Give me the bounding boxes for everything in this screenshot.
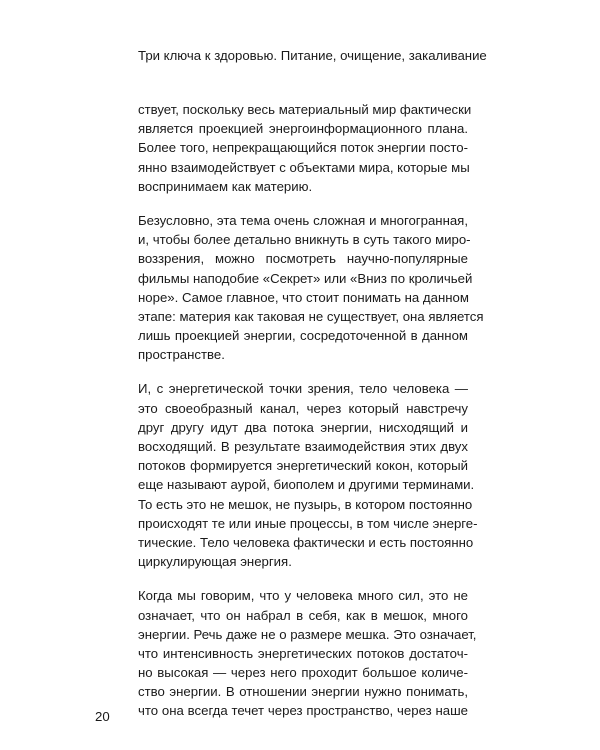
text-line: восходящий. В результате взаимодействия этих двух (138, 439, 468, 454)
text-line: и, чтобы более детально вникнуть в суть такого миро- (138, 232, 471, 248)
text-line: этапе: материя как таковая не существует, она является (138, 308, 484, 324)
text-line: воспринимаем как материю. (138, 178, 313, 194)
paragraph-2 (138, 211, 484, 365)
text-line: фильмы наподобие «Секрет» или «Вниз по кроличьей (138, 270, 473, 286)
text-line: Более того, непрекращающийся поток энергии посто- (138, 140, 468, 156)
text-line: ство энергии. В отношении энергии нужно понимать, (138, 684, 468, 700)
text-line: еще называют аурой, биополем и другими терминами. (138, 477, 475, 493)
text-line: Когда мы говорим, что у человека много сил, это не (138, 588, 468, 604)
page-number: 20 (95, 709, 110, 724)
text-line: что она всегда течет через пространство, через наше (138, 703, 468, 719)
text-line: что интенсивность энергетических потоков достаточ- (138, 645, 468, 661)
text-line: янно взаимодействует с объектами мира, которые мы (138, 159, 470, 175)
text-line: И, с энергетической точки зрения, тело человека — (138, 381, 468, 397)
paragraph-4 (138, 586, 477, 720)
text-line: норе». Самое главное, что стоит понимать на данном (138, 289, 469, 305)
text-line: является проекцией энергоинформационного плана. (138, 121, 468, 137)
text-line: потоков формируется энергетический кокон, который (138, 458, 468, 474)
body-text (138, 100, 484, 736)
text-line: происходят те или иные процессы, в том числе энерге- (138, 515, 478, 531)
text-line: означает, что он набрал в себя, как в мешок, много (138, 607, 468, 623)
running-head: Три ключа к здоровью. Питание, очищение, закаливание (138, 48, 487, 63)
text-line: это своеобразный канал, через который навстречу (138, 400, 468, 416)
text-line: друг другу идут два потока энергии, нисходящий и (138, 419, 468, 435)
text-line: энергии. Речь даже не о размере мешка. Это означает, (138, 626, 477, 642)
text-line: ствует, поскольку весь материальный мир фактически (138, 102, 472, 117)
text-line: То есть это не мешок, не пузырь, в котором постоянно (138, 496, 473, 512)
text-line: тические. Тело человека фактически и есть постоянно (138, 534, 474, 550)
text-line: пространстве. (138, 347, 225, 363)
text-line: циркулирующая энергия. (138, 554, 292, 570)
text-line: Безусловно, эта тема очень сложная и многогранная, (138, 212, 468, 228)
text-line: но высокая — через него проходит большое количе- (138, 665, 468, 681)
paragraph-1 (138, 100, 472, 196)
text-line: воззрения, можно посмотреть научно-популярные (138, 251, 468, 267)
paragraph-3 (138, 379, 478, 571)
text-line: лишь проекцией энергии, сосредоточенной в данном (138, 328, 468, 344)
